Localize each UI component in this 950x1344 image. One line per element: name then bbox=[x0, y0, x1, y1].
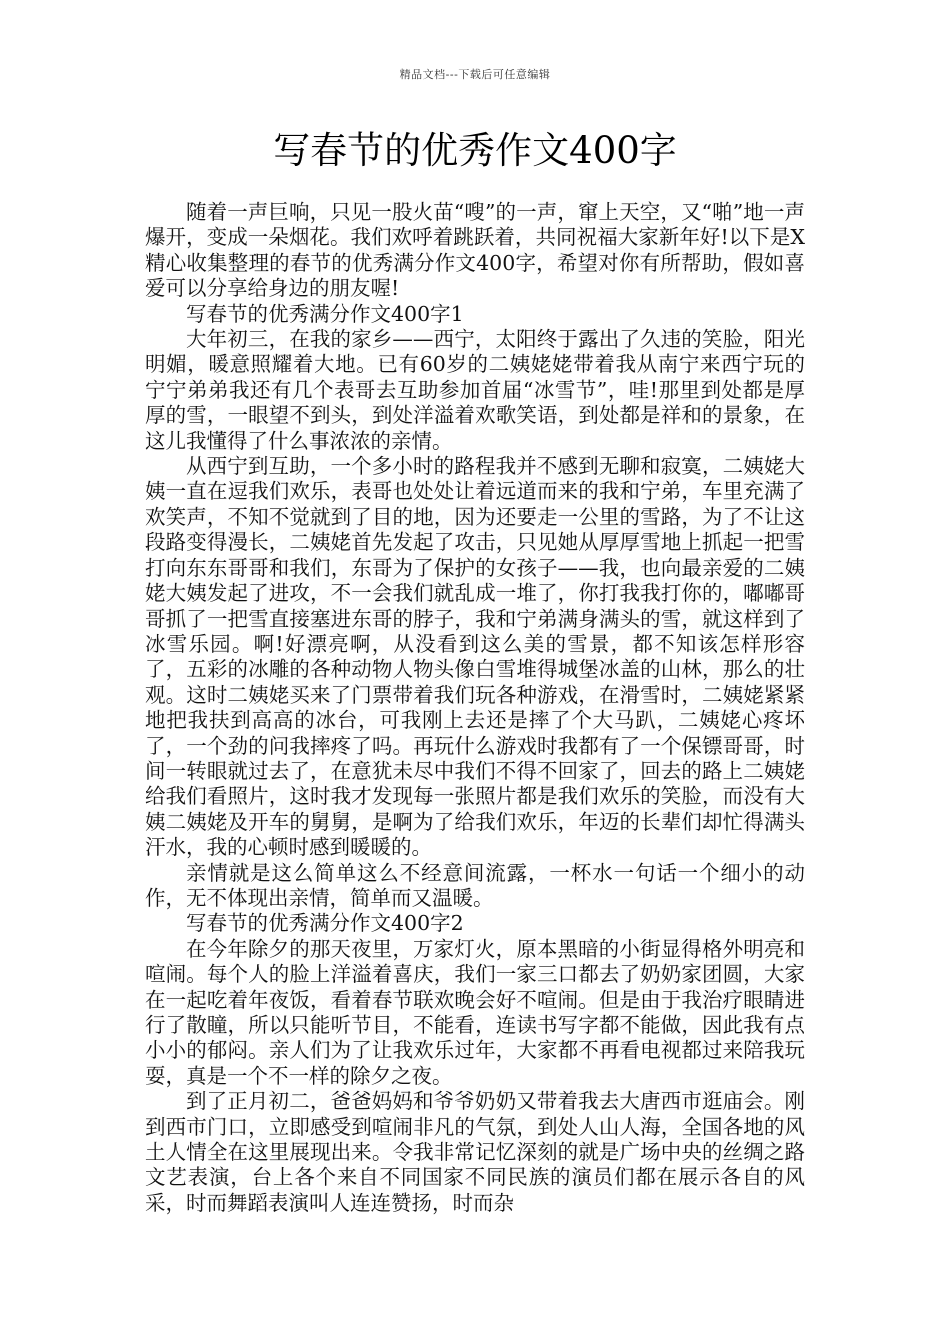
paragraph: 到了正月初二，爸爸妈妈和爷爷奶奶又带着我去大唐西市逛庙会。刚到西市门口，立即感受到喧闹非凡的气氛，到处人山人海，全国各地的风土人情全在这里展现出来。令我非常记忆深刻的就是广场中央的丝绸之路文艺表演，台上各个来自不同国家不同民族的演员们都在展示各自的风采，时而舞蹈表演叫人连连赞扬，时而杂 bbox=[145, 1089, 805, 1215]
paragraph-intro: 随着一声巨响，只见一股火苗“嗖”的一声，窜上天空，又“啪”地一声爆开，变成一朵烟花。我们欢呼着跳跃着，共同祝福大家新年好!以下是X精心收集整理的春节的优秀满分作文400字，希望对你有所帮助，假如喜爱可以分享给身边的朋友喔! bbox=[145, 200, 805, 301]
section-heading-2: 写春节的优秀满分作文400字2 bbox=[186, 911, 464, 936]
page-header-note: 精品文档---下载后可任意编辑 bbox=[399, 68, 551, 81]
paragraph: 亲情就是这么简单这么不经意间流露，一杯水一句话一个细小的动作，无不体现出亲情，简单而又温暖。 bbox=[145, 860, 805, 910]
document-body bbox=[145, 200, 805, 1216]
paragraph: 在今年除夕的那天夜里，万家灯火，原本黑暗的小街显得格外明亮和喧闹。每个人的脸上洋溢着喜庆，我们一家三口都去了奶奶家团圆，大家在一起吃着年夜饭，看着春节联欢晚会好不喧闹。但是由于我治疗眼睛进行了散瞳，所以只能听节目，不能看，连读书写字都不能做，因此我有点小小的郁闷。亲人们为了让我欢乐过年，大家都不再看电视都过来陪我玩耍，真是一个不一样的除夕之夜。 bbox=[145, 936, 805, 1088]
paragraph: 从西宁到互助，一个多小时的路程我并不感到无聊和寂寞，二姨姥大姨一直在逗我们欢乐，表哥也处处让着远道而来的我和宁弟，车里充满了欢笑声，不知不觉就到了目的地，因为还要走一公里的雪路，为了不让这段路变得漫长，二姨姥首先发起了攻击，只见她从厚厚雪地上抓起一把雪打向东东哥哥和我们，东哥为了保护的女孩子——我，也向最亲爱的二姨姥大姨发起了进攻，不一会我们就乱成一堆了，你打我我打你的，嘟嘟哥哥抓了一把雪直接塞进东哥的脖子，我和宁弟满身满头的雪，就这样到了冰雪乐园。啊!好漂亮啊，从没看到这么美的雪景，都不知该怎样形容了，五彩的冰雕的各种动物人物头像白雪堆得城堡冰盖的山林，那么的壮观。这时二姨姥买来了门票带着我们玩各种游戏，在滑雪时，二姨姥紧紧地把我扶到高高的冰台，可我刚上去还是摔了个大马趴，二姨姥心疼坏了，一个劲的问我摔疼了吗。再玩什么游戏时我都有了一个保镖哥哥，时间一转眼就过去了，在意犹未尽中我们不得不回家了，回去的路上二姨姥给我们看照片，这时我才发现每一张照片都是我们欢乐的笑脸，而没有大姨二姨姥及开车的舅舅，是啊为了给我们欢乐，年迈的长辈们却忙得满头汗水，我的心顿时感到暖暖的。 bbox=[145, 454, 805, 860]
section-heading-1: 写春节的优秀满分作文400字1 bbox=[186, 301, 464, 326]
paragraph: 大年初三，在我的家乡——西宁，太阳终于露出了久违的笑脸，阳光明媚，暖意照耀着大地。已有60岁的二姨姥姥带着我从南宁来西宁玩的宁宁弟弟我还有几个表哥去互助参加首届“冰雪节”，哇!那里到处都是厚厚的雪，一眼望不到头，到处洋溢着欢歌笑语，到处都是祥和的景象，在这儿我懂得了什么事浓浓的亲情。 bbox=[145, 327, 805, 453]
document-title: 写春节的优秀作文400字 bbox=[273, 129, 677, 172]
